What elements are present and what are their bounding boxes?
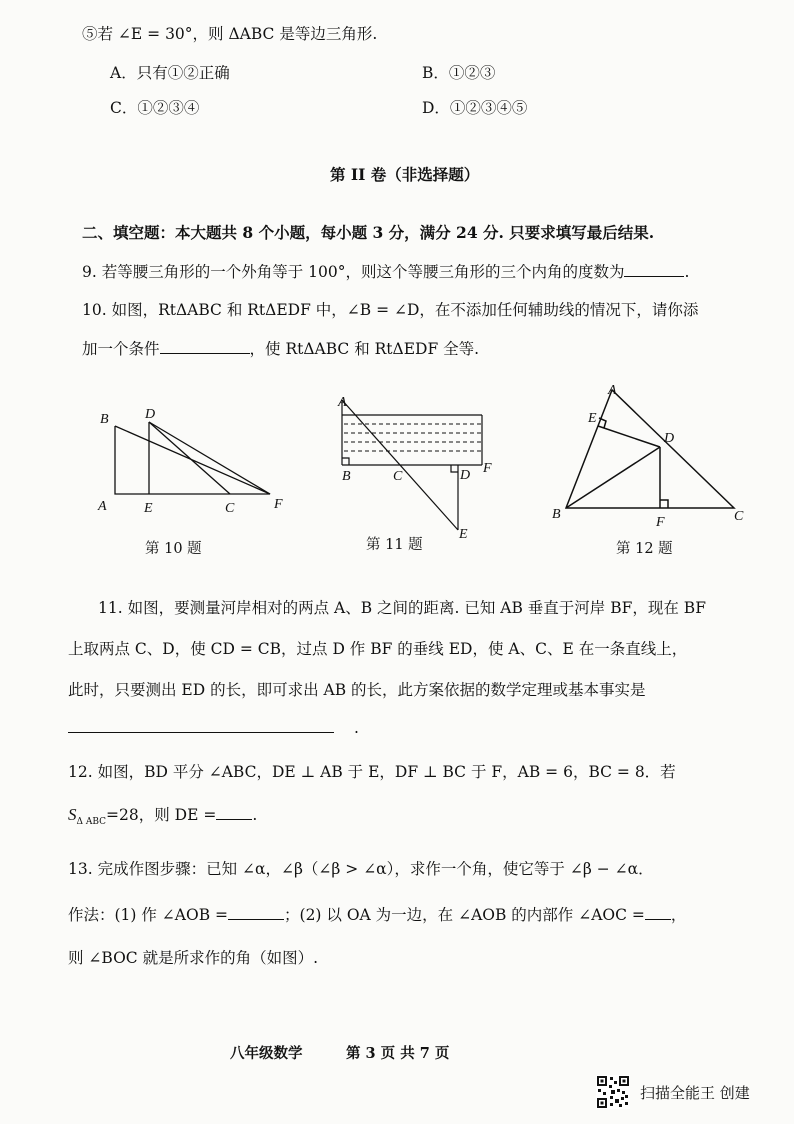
fill-in-section-title: 二、填空题：本大题共 8 个小题，每小题 3 分，满分 24 分. 只要求填写最后结果. [82,223,655,242]
q8-option-a: A．只有①②正确 [110,64,230,82]
question-12-line-2 [68,803,257,827]
segment-de [598,426,660,447]
q13-step2: ；(2) 以 OA 为一边，在 ∠AOB 的内部作 ∠AOC = [284,906,645,924]
footer-page-number: 第 3 页 共 7 页 [346,1045,450,1062]
q10-text-b: ，使 RtΔABC 和 RtΔEDF 全等. [249,340,480,358]
fig11-caption: 第 11 题 [366,537,423,553]
q13-line-3: 则 ∠BOC 就是所求作的角（如图）. [68,949,319,967]
fig12-label-e: E [588,411,597,426]
q8-option-d: D．①②③④⑤ [422,99,528,117]
q13-step1: 作法：(1) 作 ∠AOB = [68,906,229,924]
figure-10 [90,398,300,520]
q10-text-a: 加一个条件 [82,340,160,358]
fig10-label-d: D [145,407,156,422]
fig10-label-c: C [225,501,235,516]
question-9 [82,260,689,282]
q8-option-c: C．①②③④ [110,99,200,117]
figure-12 [544,380,754,530]
question-11-answer-line [68,718,359,737]
q9-text: 9. 若等腰三角形的一个外角等于 100°，则这个等腰三角形的三个内角的度数为 [82,263,625,281]
fig12-label-d: D [664,431,675,446]
q10-answer-blank[interactable] [160,339,250,354]
fig10-label-b: B [100,412,109,427]
q9-end: . [684,263,690,281]
q13-blank-1[interactable] [228,905,284,920]
q9-answer-blank[interactable] [624,262,684,277]
fig12-caption: 第 12 题 [616,541,673,557]
q11-end: . [354,719,359,737]
segment-bd [566,447,660,508]
fig10-caption: 第 10 题 [145,541,202,557]
q13-blank-2[interactable] [645,905,671,920]
fig11-label-c: C [393,469,403,484]
q8-statement-5: ⑤若 ∠E = 30°，则 ΔABC 是等边三角形. [82,25,378,43]
q12-end: . [252,806,258,824]
q11-line-1: 11. 如图，要测量河岸相对的两点 A、B 之间的距离. 已知 AB 垂直于河岸 BF，现在 BF [98,599,706,617]
q10-line-1: 10. 如图，RtΔABC 和 RtΔEDF 中，∠B = ∠D，在不添加任何辅助线的情况下，请你添 [82,301,699,319]
fig12-label-a: A [608,383,617,398]
segment-df [149,422,270,494]
fig12-label-f: F [656,515,665,530]
q8-option-b: B．①②③ [422,64,496,82]
fig11-label-a: A [338,395,347,410]
fig11-label-b: B [342,469,351,484]
fig10-label-f: F [274,497,283,512]
fig11-label-d: D [460,468,471,483]
q12-text: =28，则 DE = [106,806,217,824]
q13-line-1: 13. 完成作图步骤：已知 ∠α，∠β（∠β > ∠α），求作一个角，使它等于 ∠β − ∠α． [68,860,654,878]
question-13-line-2 [68,903,686,925]
fig12-label-c: C [734,509,744,524]
volume-title: 第 II 卷（非选择题） [330,165,480,184]
q12-s-symbol: S [68,805,77,824]
q12-answer-blank[interactable] [216,805,252,820]
q12-s-subscript: Δ ABC [76,817,107,828]
fig10-label-a: A [98,499,107,514]
q12-line-1: 12. 如图，BD 平分 ∠ABC，DE ⊥ AB 于 E，DF ⊥ BC 于 F，AB = 6，BC = 8．若 [68,763,676,781]
footer-subject: 八年级数学 [230,1045,303,1062]
q11-line-2: 上取两点 C、D，使 CD = CB，过点 D 作 BF 的垂线 ED，使 A、C、E 在一条直线上， [68,640,688,658]
qr-code-icon [596,1075,630,1109]
figure-11 [330,390,500,540]
triangle-abc [566,390,734,508]
q11-line-3: 此时，只要测出 ED 的长，即可求出 AB 的长，此方案依据的数学定理或基本事实是 [68,681,646,699]
fig10-label-e: E [144,501,153,516]
fig12-label-b: B [552,507,561,522]
fig11-label-e: E [459,527,468,540]
question-10-line-2 [82,337,479,359]
segment-df-inner [149,422,230,494]
scanner-watermark: 扫描全能王 创建 [640,1084,750,1102]
fig11-label-f: F [483,461,492,476]
q11-answer-blank[interactable] [68,718,334,733]
q13-comma: ， [670,906,687,924]
